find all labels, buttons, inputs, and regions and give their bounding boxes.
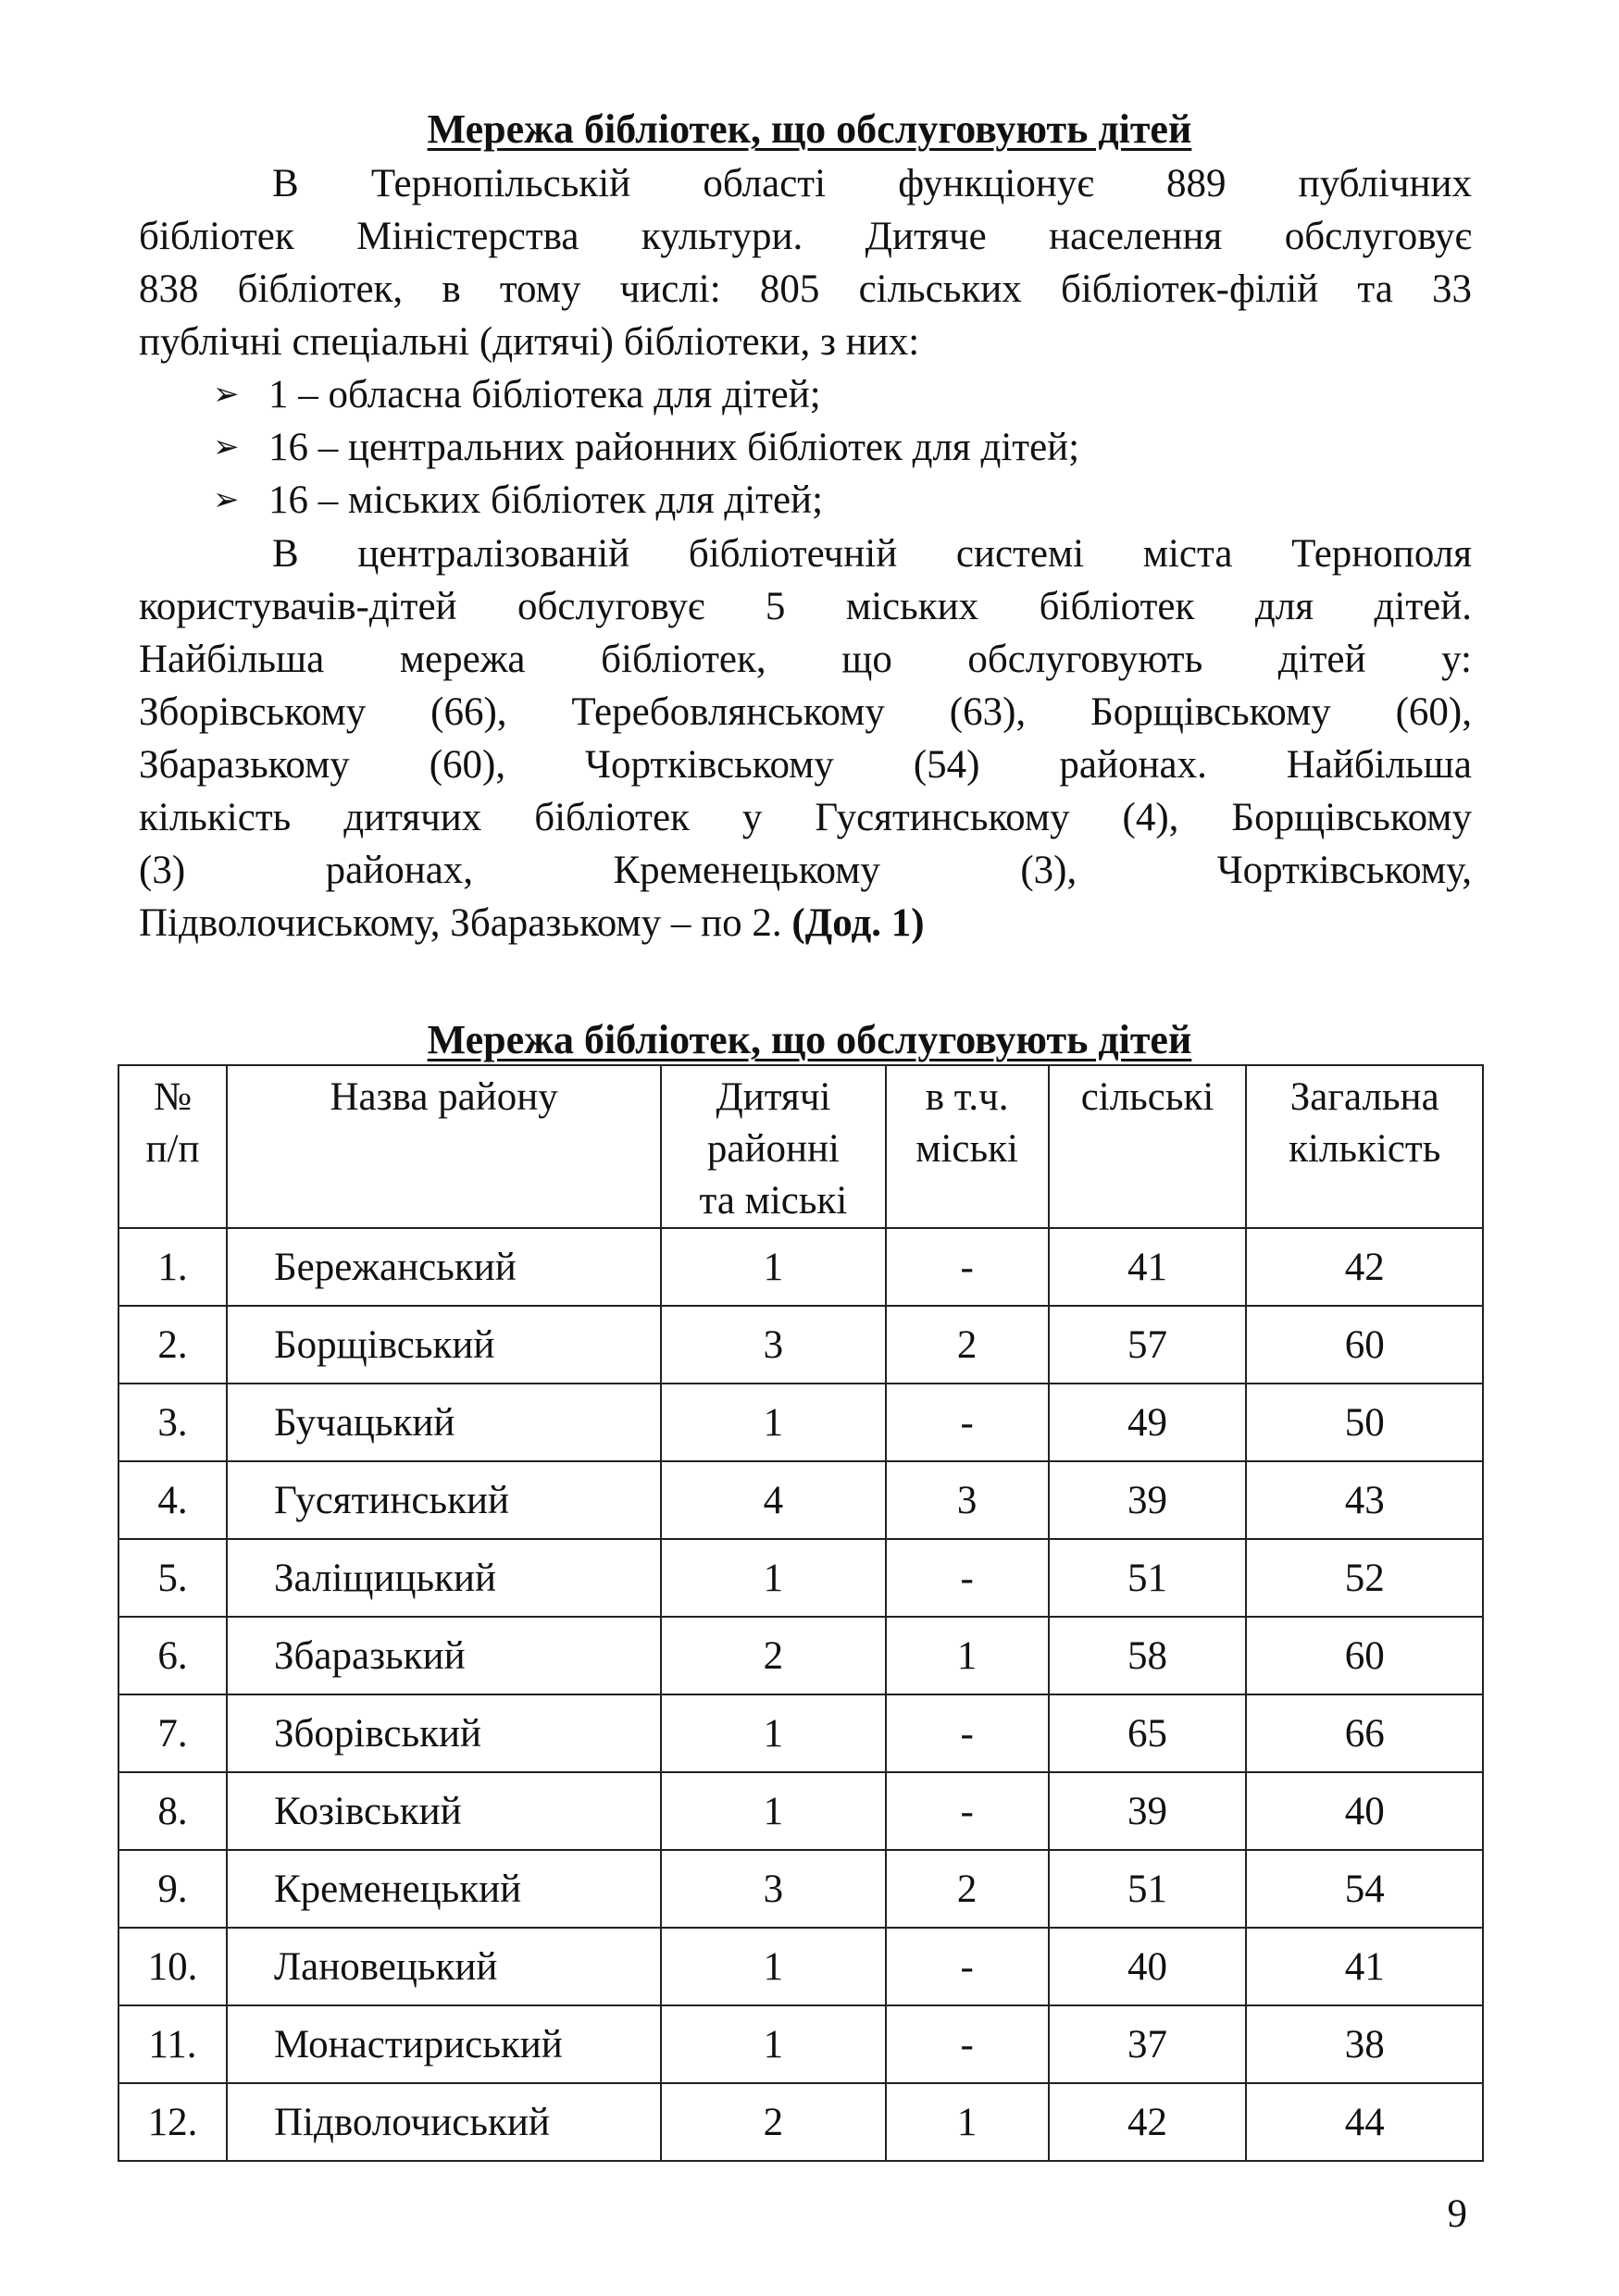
- cell-rural: 49: [1049, 1384, 1247, 1461]
- cell-num: 6.: [118, 1617, 227, 1694]
- arrow-bullet-icon: ➢: [213, 483, 240, 517]
- paragraph-line-text: Підволочиському, Збаразькому – по 2.: [139, 901, 782, 945]
- paragraph-line: 838 бібліотек, в тому числі: 805 сільських бібліотек-філій та 33: [139, 267, 1472, 311]
- cell-rural: 51: [1049, 1539, 1247, 1617]
- table-row: [118, 1850, 1483, 1928]
- cell-children: 1: [661, 1384, 885, 1461]
- paragraph-line: Зборівському (66), Теребовлянському (63), Борщівському (60),: [139, 690, 1472, 734]
- table-row: [118, 1461, 1483, 1539]
- cell-urban: -: [886, 1539, 1049, 1617]
- header-total: Загальна кількість: [1246, 1065, 1483, 1228]
- cell-children: 3: [661, 1306, 885, 1384]
- table-title: Мережа бібліотек, що обслуговують дітей: [427, 1017, 1192, 1062]
- table-row: [118, 1539, 1483, 1617]
- paragraph-line: (3) районах, Кременецькому (3), Чортківському,: [139, 849, 1472, 892]
- table-row: [118, 1228, 1483, 1306]
- cell-total: 52: [1246, 1539, 1483, 1617]
- cell-urban: -: [886, 2005, 1049, 2083]
- intro-paragraph: [139, 157, 1472, 368]
- cell-district: Бережанський: [227, 1228, 661, 1306]
- paragraph-line: кількість дитячих бібліотек у Гусятинському (4), Борщівському: [139, 796, 1472, 839]
- header-children: Дитячі районні та міські: [661, 1065, 885, 1228]
- table-row: [118, 1384, 1483, 1461]
- table-row: [118, 1617, 1483, 1694]
- cell-district: Лановецький: [227, 1928, 661, 2005]
- cell-total: 54: [1246, 1850, 1483, 1928]
- cell-rural: 65: [1049, 1694, 1247, 1772]
- cell-rural: 41: [1049, 1228, 1247, 1306]
- list-item: [213, 474, 1079, 527]
- cell-total: 60: [1246, 1306, 1483, 1384]
- arrow-bullet-icon: ➢: [213, 378, 240, 412]
- table-row: [118, 1694, 1483, 1772]
- cell-total: 60: [1246, 1617, 1483, 1694]
- cell-total: 41: [1246, 1928, 1483, 2005]
- cell-num: 5.: [118, 1539, 227, 1617]
- cell-district: Зборівський: [227, 1694, 661, 1772]
- paragraph-line: В централізованій бібліотечній системі міста Тернополя: [272, 532, 1472, 576]
- cell-total: 44: [1246, 2083, 1483, 2161]
- paragraph-line: Збаразькому (60), Чортківському (54) районах. Найбільша: [139, 743, 1472, 787]
- cell-rural: 37: [1049, 2005, 1247, 2083]
- cell-num: 3.: [118, 1384, 227, 1461]
- cell-urban: 1: [886, 1617, 1049, 1694]
- paragraph-line: публічні спеціальні (дитячі) бібліотеки, з них:: [139, 320, 920, 364]
- cell-num: 1.: [118, 1228, 227, 1306]
- cell-children: 1: [661, 2005, 885, 2083]
- cell-children: 1: [661, 1694, 885, 1772]
- cell-urban: -: [886, 1694, 1049, 1772]
- cell-rural: 40: [1049, 1928, 1247, 2005]
- cell-district: Збаразький: [227, 1617, 661, 1694]
- cell-rural: 58: [1049, 1617, 1247, 1694]
- appendix-reference: (Дод. 1): [791, 901, 925, 945]
- cell-children: 2: [661, 2083, 885, 2161]
- cell-urban: 3: [886, 1461, 1049, 1539]
- cell-total: 38: [1246, 2005, 1483, 2083]
- libraries-table: [118, 1064, 1484, 2162]
- cell-urban: -: [886, 1772, 1049, 1850]
- cell-num: 4.: [118, 1461, 227, 1539]
- table-row: [118, 2083, 1483, 2161]
- cell-num: 10.: [118, 1928, 227, 2005]
- table-row: [118, 1306, 1483, 1384]
- network-paragraph: [139, 527, 1472, 949]
- cell-urban: 2: [886, 1850, 1049, 1928]
- header-urban: в т.ч. міські: [886, 1065, 1049, 1228]
- cell-total: 42: [1246, 1228, 1483, 1306]
- cell-num: 7.: [118, 1694, 227, 1772]
- cell-children: 3: [661, 1850, 885, 1928]
- header-rural: сільські: [1049, 1065, 1247, 1228]
- cell-num: 8.: [118, 1772, 227, 1850]
- page-number: 9: [1447, 2192, 1467, 2236]
- cell-district: Кременецький: [227, 1850, 661, 1928]
- cell-urban: -: [886, 1384, 1049, 1461]
- table-header-row: [118, 1065, 1483, 1228]
- cell-rural: 39: [1049, 1772, 1247, 1850]
- paragraph-line: бібліотек Міністерства культури. Дитяче населення обслуговує: [139, 215, 1472, 258]
- table-row: [118, 1928, 1483, 2005]
- cell-children: 1: [661, 1228, 885, 1306]
- cell-district: Монастириський: [227, 2005, 661, 2083]
- cell-total: 43: [1246, 1461, 1483, 1539]
- cell-num: 11.: [118, 2005, 227, 2083]
- header-num: № п/п: [118, 1065, 227, 1228]
- list-item-text: 16 – міських бібліотек для дітей;: [268, 478, 824, 522]
- cell-rural: 39: [1049, 1461, 1247, 1539]
- cell-district: Козівський: [227, 1772, 661, 1850]
- list-item-text: 1 – обласна бібліотека для дітей;: [268, 373, 821, 416]
- cell-num: 12.: [118, 2083, 227, 2161]
- cell-rural: 51: [1049, 1850, 1247, 1928]
- cell-children: 1: [661, 1539, 885, 1617]
- cell-total: 66: [1246, 1694, 1483, 1772]
- cell-district: Заліщицький: [227, 1539, 661, 1617]
- cell-rural: 42: [1049, 2083, 1247, 2161]
- table-row: [118, 2005, 1483, 2083]
- cell-urban: -: [886, 1928, 1049, 2005]
- cell-district: Підволочиський: [227, 2083, 661, 2161]
- cell-rural: 57: [1049, 1306, 1247, 1384]
- cell-urban: 2: [886, 1306, 1049, 1384]
- cell-children: 1: [661, 1772, 885, 1850]
- cell-district: Борщівський: [227, 1306, 661, 1384]
- cell-num: 2.: [118, 1306, 227, 1384]
- list-item-text: 16 – центральних районних бібліотек для дітей;: [268, 426, 1080, 469]
- cell-urban: -: [886, 1228, 1049, 1306]
- bullet-list: [213, 368, 1079, 527]
- cell-district: Бучацький: [227, 1384, 661, 1461]
- arrow-bullet-icon: ➢: [213, 430, 240, 465]
- cell-total: 40: [1246, 1772, 1483, 1850]
- paragraph-line: користувачів-дітей обслуговує 5 міських бібліотек для дітей.: [139, 585, 1472, 628]
- paragraph-line: [139, 897, 1472, 949]
- header-district: Назва району: [227, 1065, 661, 1228]
- cell-num: 9.: [118, 1850, 227, 1928]
- cell-district: Гусятинський: [227, 1461, 661, 1539]
- cell-total: 50: [1246, 1384, 1483, 1461]
- page-heading: Мережа бібліотек, що обслуговують дітей: [427, 106, 1192, 152]
- list-item: [213, 421, 1079, 474]
- list-item: [213, 368, 1079, 421]
- cell-urban: 1: [886, 2083, 1049, 2161]
- paragraph-line: В Тернопільській області функціонує 889 публічних: [272, 162, 1472, 205]
- paragraph-line: Найбільша мережа бібліотек, що обслуговують дітей у:: [139, 638, 1472, 681]
- cell-children: 2: [661, 1617, 885, 1694]
- table-row: [118, 1772, 1483, 1850]
- cell-children: 4: [661, 1461, 885, 1539]
- cell-children: 1: [661, 1928, 885, 2005]
